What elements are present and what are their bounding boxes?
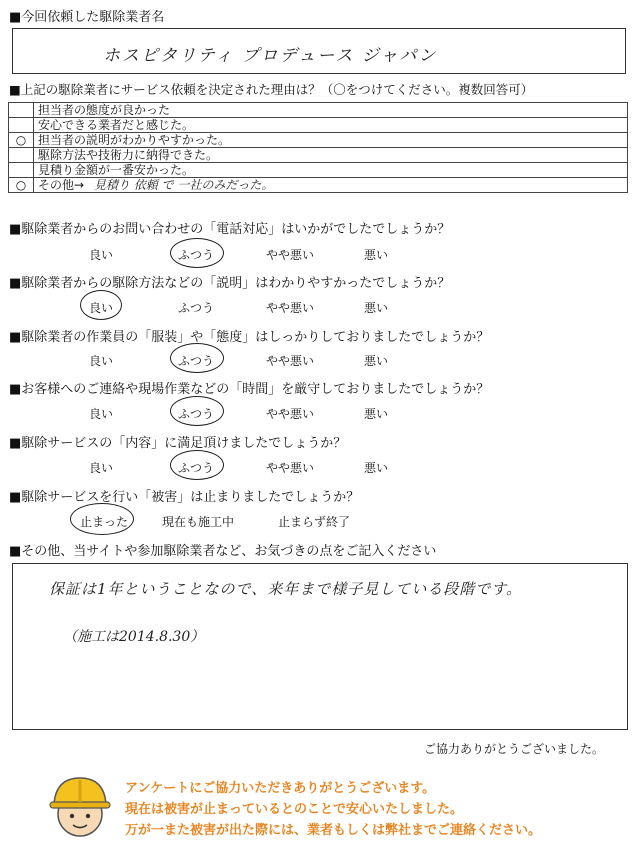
reason-label: 安心できる業者だと感じた。 <box>34 118 628 133</box>
question-text: ■駆除サービスを行い「被害」は止まりましたでしょうか？ <box>9 490 360 505</box>
option-somewhat-bad[interactable]: やや悪い <box>266 354 315 368</box>
option-somewhat-bad[interactable]: やや悪い <box>266 461 315 475</box>
selection-circle <box>80 290 122 320</box>
company-name-box <box>12 28 626 74</box>
selection-circle <box>170 238 224 268</box>
option-somewhat-bad[interactable]: やや悪い <box>266 301 315 315</box>
reason-mark[interactable] <box>9 103 34 118</box>
footer-line-3: 万が一また被害が出た際には、業者もしくは弊社までご連絡ください。 <box>125 823 542 838</box>
question-text: ■駆除業者の作業員の「服装」や「態度」はしっかりしておりましたでしょうか？ <box>9 330 490 345</box>
reason-row <box>9 178 628 193</box>
option-bad[interactable]: 悪い <box>364 407 389 421</box>
comment-line-2: （施工は2014.8.30） <box>63 629 205 645</box>
reason-row <box>9 148 628 163</box>
question-text: ■駆除サービスの「内容」に満足頂けましたでしょうか？ <box>9 436 347 451</box>
option-bad[interactable]: 悪い <box>364 301 389 315</box>
option-bad[interactable]: 悪い <box>364 461 389 475</box>
option-normal[interactable]: ふつう <box>178 461 215 475</box>
reason-mark[interactable]: ○ <box>9 133 34 148</box>
reason-mark[interactable] <box>9 163 34 178</box>
option-bad[interactable]: 悪い <box>364 354 389 368</box>
option-normal[interactable]: ふつう <box>178 301 215 315</box>
selection-circle <box>170 450 224 480</box>
option-good[interactable]: 良い <box>89 407 114 421</box>
reason-row <box>9 163 628 178</box>
footer-line-1: アンケートにご協力いただきありがとうございます。 <box>125 781 436 796</box>
reason-table <box>8 102 628 193</box>
reason-mark[interactable] <box>9 148 34 163</box>
reason-mark[interactable] <box>9 118 34 133</box>
reason-label: 担当者の説明がわかりやすかった。 <box>34 133 628 148</box>
option-bad[interactable]: 悪い <box>364 248 389 262</box>
option-somewhat-bad[interactable]: やや悪い <box>266 407 315 421</box>
question-text: ■駆除業者からの駆除方法などの「説明」はわかりやすかったでしょうか？ <box>9 276 451 291</box>
reason-row <box>9 103 628 118</box>
thanks-text: ご協力ありがとうございました。 <box>424 742 605 756</box>
option-stopped[interactable]: 止まった <box>80 515 129 529</box>
option-normal[interactable]: ふつう <box>178 407 215 421</box>
option-normal[interactable]: ふつう <box>178 248 215 262</box>
other-label: その他→ <box>38 178 85 192</box>
other-answer: 見積り 依頼 で 一社のみだった。 <box>93 178 274 192</box>
option-in-progress[interactable]: 現在も施工中 <box>162 515 235 529</box>
reason-label: 担当者の態度が良かった <box>34 103 628 118</box>
comment-line-1: 保証は1年ということなので、来年まで様子見している段階です。 <box>49 580 523 598</box>
reason-label: 見積り金額が一番安かった。 <box>34 163 628 178</box>
selection-circle <box>70 503 134 535</box>
option-not-stopped[interactable]: 止まらず終了 <box>278 515 351 529</box>
option-good[interactable]: 良い <box>89 354 114 368</box>
reason-label-other <box>34 178 628 193</box>
reason-mark[interactable]: ○ <box>9 178 34 193</box>
section2-heading: ■上記の駆除業者にサービス依頼を決定された理由は？（〇をつけてください。複数回答可） <box>9 82 534 97</box>
selection-circle <box>170 396 224 426</box>
comments-box[interactable] <box>12 563 628 730</box>
option-somewhat-bad[interactable]: やや悪い <box>266 248 315 262</box>
reason-row <box>9 133 628 148</box>
option-good[interactable]: 良い <box>89 461 114 475</box>
option-good[interactable]: 良い <box>89 301 114 315</box>
comments-heading: ■その他、当サイトや参加駆除業者など、お気づきの点をご記入ください <box>9 544 437 559</box>
reason-label: 駆除方法や技術力に納得できた。 <box>34 148 628 163</box>
section1-heading: ■今回依頼した駆除業者名 <box>9 10 165 25</box>
question-text: ■お客様へのご連絡や現場作業などの「時間」を厳守しておりましたでしょうか？ <box>9 382 490 397</box>
option-good[interactable]: 良い <box>89 248 114 262</box>
question-text: ■駆除業者からのお問い合わせの「電話対応」はいかがでしたでしょうか？ <box>9 222 451 237</box>
option-normal[interactable]: ふつう <box>178 354 215 368</box>
footer-line-2: 現在は被害が止まっているとのことで安心いたしました。 <box>125 802 464 817</box>
company-name-answer: ホスピタリティ プロデュース ジャパン <box>103 46 438 66</box>
reason-row <box>9 118 628 133</box>
selection-circle <box>170 343 224 373</box>
worker-mascot-icon <box>44 770 114 840</box>
